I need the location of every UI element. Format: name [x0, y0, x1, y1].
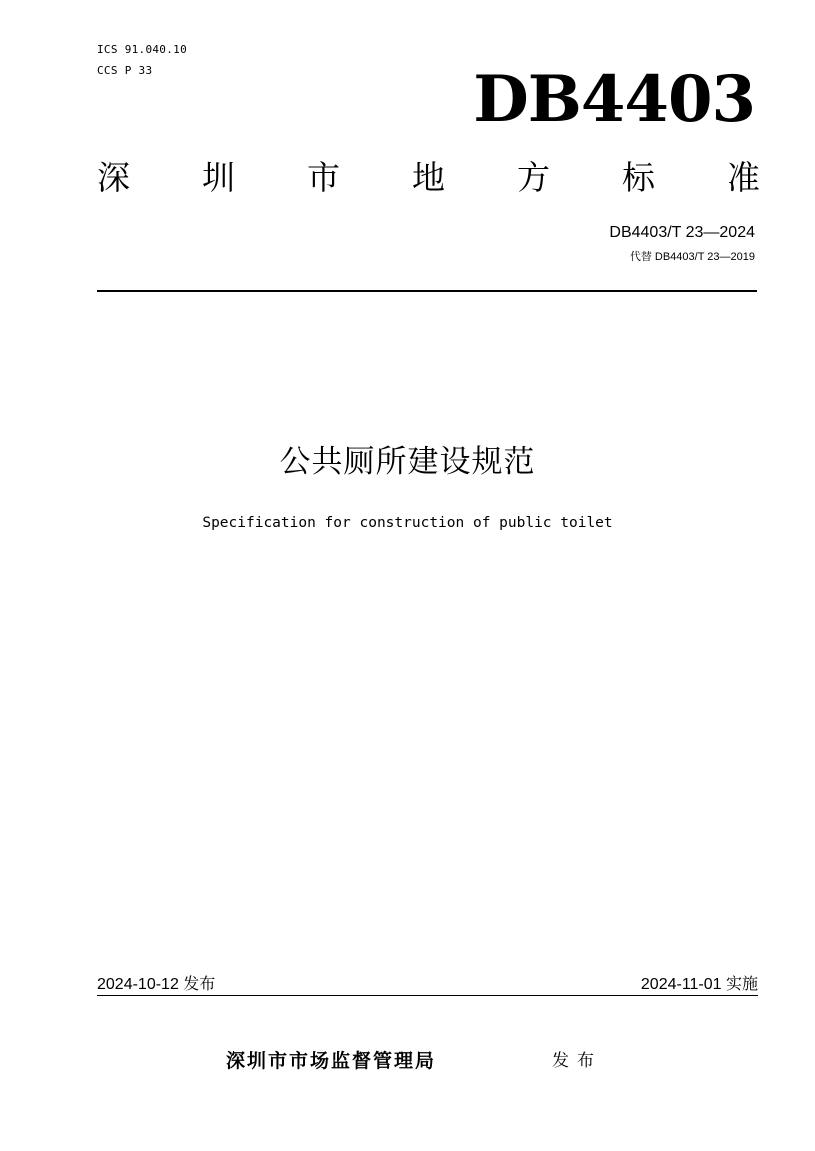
publish-label: 发布 — [552, 1051, 602, 1071]
footer-divider — [97, 995, 758, 996]
header-divider — [97, 290, 757, 292]
standard-type-char: 准 — [727, 158, 760, 197]
replaces-note: 代替 DB4403/T 23—2019 — [629, 251, 755, 263]
document-title-english: Specification for construction of public toilet — [202, 515, 613, 531]
standard-type-char: 深 — [97, 158, 130, 197]
implementation-date: 2024-11-01 实施 — [640, 976, 758, 993]
standard-type-char: 圳 — [202, 158, 235, 197]
standard-type-char: 标 — [622, 158, 655, 197]
standard-type-char: 市 — [307, 158, 340, 197]
standard-logo: DB4403 — [473, 62, 755, 137]
standard-type-heading — [97, 158, 760, 198]
standard-type-char: 方 — [517, 158, 550, 197]
publisher-name: 深圳市市场监督管理局 — [226, 1050, 437, 1072]
ccs-code: CCS P 33 — [97, 64, 153, 77]
standard-type-char: 地 — [412, 158, 445, 197]
ics-code: ICS 91.040.10 — [97, 43, 187, 56]
standard-number: DB4403/T 23—2024 — [609, 224, 755, 241]
issue-date: 2024-10-12 发布 — [97, 976, 216, 993]
document-title-chinese: 公共厕所建设规范 — [279, 444, 536, 480]
